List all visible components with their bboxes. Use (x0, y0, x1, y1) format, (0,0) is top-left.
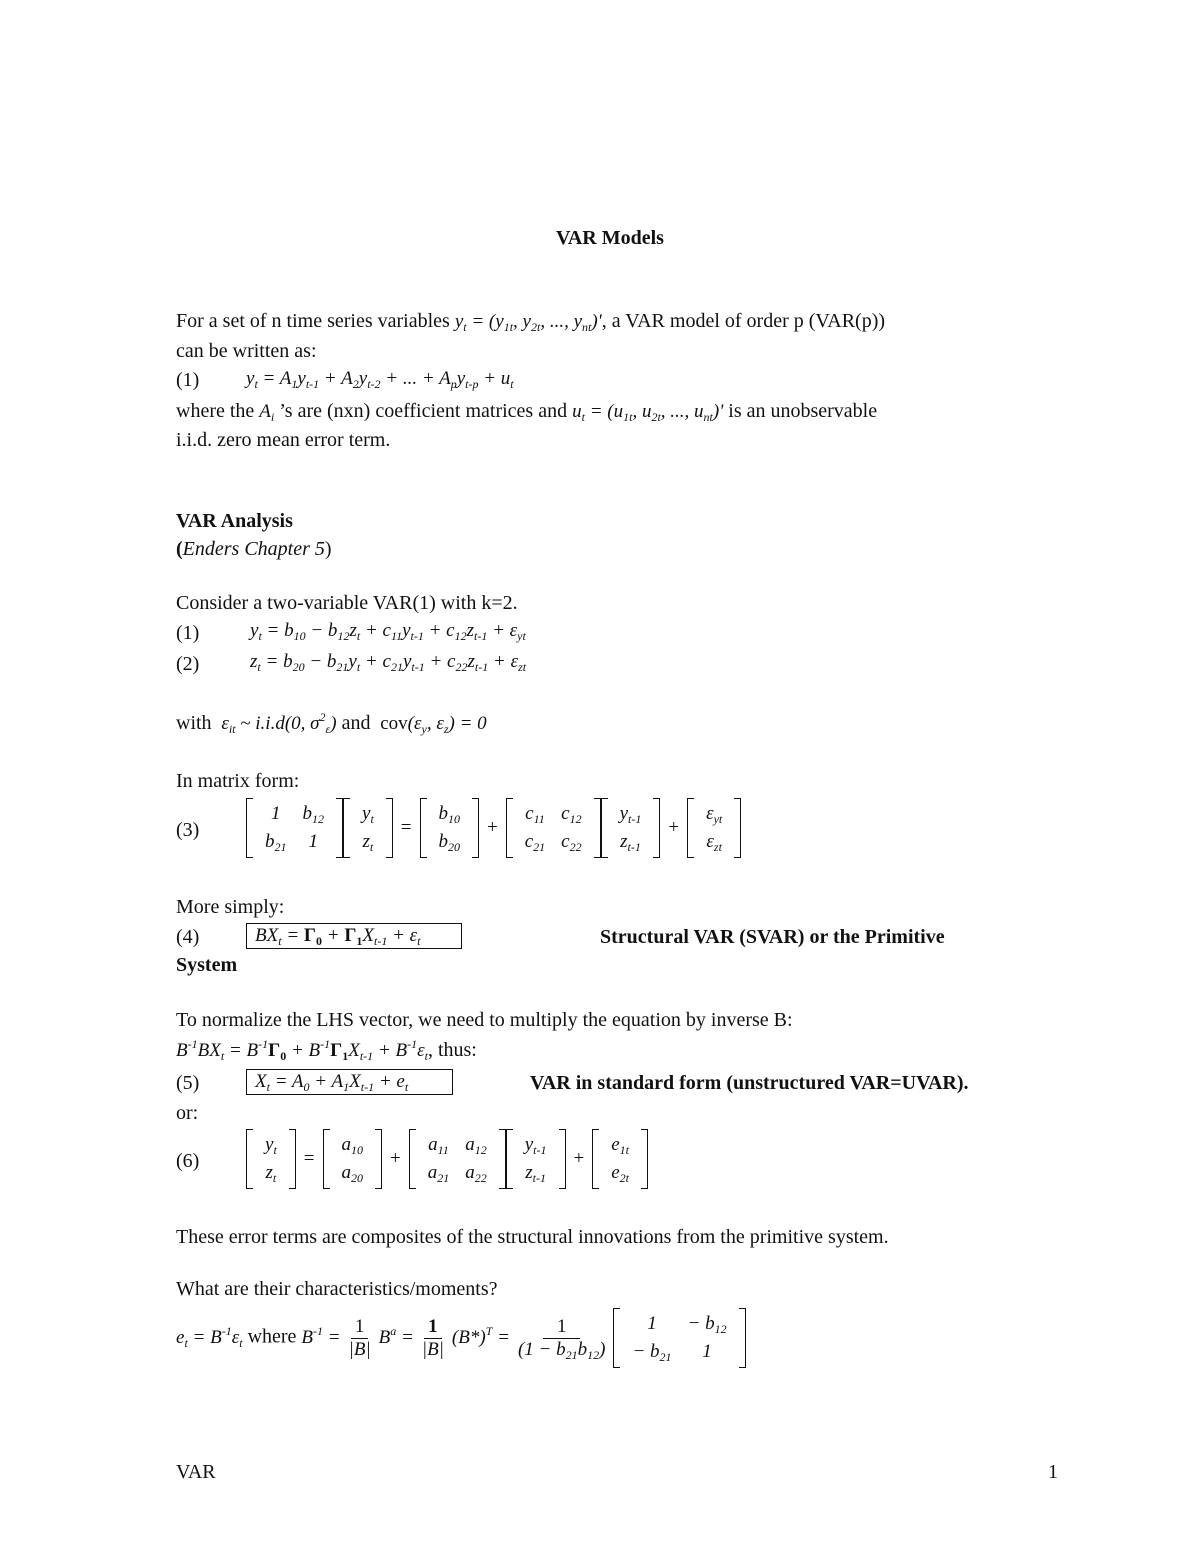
with-line (176, 711, 487, 736)
uvar-label: VAR in standard form (unstructured VAR=UVAR). (530, 1072, 969, 1094)
with-text: with (176, 712, 212, 734)
where-text: where (247, 1325, 297, 1348)
page-number: 1 (1048, 1461, 1058, 1483)
intro-line-4 (176, 399, 877, 424)
intro-text: where the (176, 400, 255, 422)
paren-close: ) (324, 538, 332, 560)
subheading-text: Enders Chapter 5 (182, 538, 325, 560)
equation-3-label: (3) (176, 819, 200, 841)
intro-line-5: i.i.d. zero mean error term. (176, 429, 391, 451)
formula-yt-vector: $y_t = (y_{1t}$, $y_{2t}$, ..., $y_{nt})'$ (454, 311, 602, 334)
formula-zt-structural: $z_t = b_{20} - b_{21}y_t + c_{21}y_{t-1} + c_{22}z_{t-1} + \varepsilon_{zt}$ (250, 651, 527, 674)
formula-b-inverse: $B^{-1}$ = (301, 1323, 341, 1348)
equation-5-label: (5) (176, 1072, 200, 1094)
vector-a0: $a_{10}$ $a_{20}$ (323, 1129, 383, 1189)
formula-adj: $B^a$ = (378, 1323, 414, 1348)
fraction: $\frac{1}{(1 - b_{21}b_{12})}$ (517, 1315, 606, 1362)
normalize-text: To normalize the LHS vector, we need to multiply the equation by inverse B: (176, 1009, 793, 1031)
question-text: What are their characteristics/moments? (176, 1278, 498, 1300)
vector-lag: $y_{t-1}$ $z_{t-1}$ (601, 798, 661, 858)
intro-text: For a set of n time series variables (176, 310, 450, 332)
footer-label: VAR (176, 1461, 216, 1483)
vector-eps: $\varepsilon_{yt}$ $\varepsilon_{zt}$ (687, 798, 741, 858)
matrix-b: 1 $b_{12}$ $b_{21}$ 1 (246, 798, 343, 858)
formula-cofactor: $(B*)^T$ = (451, 1323, 510, 1348)
fraction: $\frac{1}{|B|}$ (348, 1315, 371, 1360)
vector-e: $e_{1t}$ $e_{2t}$ (592, 1129, 648, 1189)
intro-text: , a VAR model of order p (VAR(p)) (601, 310, 886, 332)
intro-text: ’s are (nxn) coefficient matrices and (279, 400, 568, 422)
equation-4-label: (4) (176, 926, 200, 948)
thus-text: , thus: (427, 1039, 477, 1061)
formula-svar-boxed: $BX_t = \Gamma_0 + \Gamma_1X_{t-1} + \varepsilon_t$ (246, 923, 462, 949)
equation-1-label: (1) (176, 369, 200, 391)
composites-text: These error terms are composites of the structural innovations from the primitive system. (176, 1226, 889, 1248)
equation-6-label: (6) (176, 1150, 200, 1172)
section-heading: VAR Analysis (176, 510, 293, 532)
formula-premultiply: $B^{-1}BX_t = B^{-1}\Gamma_0 + B^{-1}\Gamma_1X_{t-1} + B^{-1}\varepsilon_t$ (176, 1037, 428, 1063)
section-subheading (176, 537, 332, 561)
formula-cov: $cov(\varepsilon_y$, $\varepsilon_z) = 0$ (380, 713, 487, 736)
matrix-c: $c_{11}$ $c_{12}$ $c_{21}$ $c_{22}$ (506, 798, 601, 858)
formula-et: $e_t = B^{-1}\varepsilon_t$ (176, 1323, 243, 1350)
and-text: and (341, 712, 371, 734)
formula-ai: $A_i$ (259, 401, 275, 424)
formula-matrix-6: $y_t$ $z_t$ = $a_{10}$ $a_{20}$ + $a_{11}$ $a_{12}$ $a_{21}$ $a_{22}$ $y_{t-1}$ $z_{t-1}$ + $e_{1t}$ $e_{2t}$ (246, 1129, 648, 1189)
formula-matrix-3: 1 $b_{12}$ $b_{21}$ 1 $y_t$ $z_t$ = $b_{10}$ $b_{20}$ + $c_{11}$ $c_{12}$ $c_{21}$ $c_{22}$ $y_{t-1}$ $z_{t-1}$ + $\varepsilon_{yt}$ $\varepsilon_{zt}$ (246, 798, 741, 858)
svar-label: Structural VAR (SVAR) or the Primitive (600, 926, 945, 948)
formula-yt-structural: $y_t = b_{10} - b_{12}z_t + c_{11}y_{t-1} + c_{12}z_{t-1} + \varepsilon_{yt}$ (250, 620, 526, 643)
equation-2-label: (2) (176, 653, 200, 675)
svar-label-cont: System (176, 954, 238, 976)
vector-b0: $b_{10}$ $b_{20}$ (420, 798, 480, 858)
intro-line-1 (176, 309, 885, 334)
vector-yz: $y_t$ $z_t$ (343, 798, 393, 858)
formula-ut-vector: $u_t = (u_{1t}$, $u_{2t}$, ..., $u_{nt})'$ (572, 401, 724, 424)
matrix-a: $a_{11}$ $a_{12}$ $a_{21}$ $a_{22}$ (409, 1129, 506, 1189)
vector-yz: $y_t$ $z_t$ (246, 1129, 296, 1189)
vector-lag: $y_{t-1}$ $z_{t-1}$ (506, 1129, 566, 1189)
formula-var-p: $y_t = A_1y_{t-1} + A_2y_{t-2}$ + ... + $A_py_{t-p} + u_t$ (246, 368, 514, 391)
formula-error-line (176, 1308, 746, 1368)
fraction: $\frac{1}{|B|}$ (421, 1315, 444, 1360)
formula-uvar-boxed: $X_t = A_0 + A_1X_{t-1} + e_t$ (246, 1069, 453, 1095)
intro-line-2: can be written as: (176, 340, 317, 362)
paren-open: ( (176, 538, 183, 560)
formula-iid: $\varepsilon_{it}$ ~ i.i.d(0, $\sigma^2_\varepsilon$) (216, 710, 337, 736)
intro-text: is an unobservable (728, 400, 878, 422)
equation-1-label: (1) (176, 622, 200, 644)
consider-text: Consider a two-variable VAR(1) with k=2. (176, 592, 518, 614)
normalize-line (176, 1038, 477, 1063)
page-title: VAR Models (556, 227, 664, 249)
matrix-form-text: In matrix form: (176, 770, 300, 792)
more-simply-text: More simply: (176, 896, 285, 918)
or-text: or: (176, 1102, 199, 1124)
matrix-inverse: 1 − $b_{12}$ − $b_{21}$ 1 (613, 1308, 745, 1368)
